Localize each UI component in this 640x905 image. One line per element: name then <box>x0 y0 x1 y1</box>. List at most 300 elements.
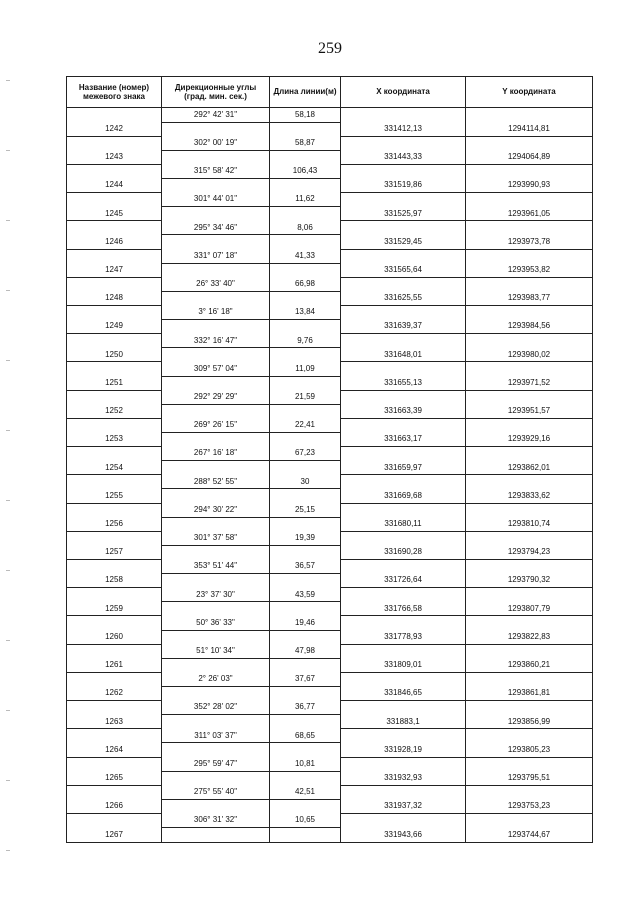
table-row <box>67 207 593 221</box>
y-coordinate-cell-empty <box>466 447 593 461</box>
y-coordinate-cell-empty <box>466 503 593 517</box>
x-coordinate-cell: 331663,17 <box>341 433 466 447</box>
line-length-cell: 25,15 <box>270 503 341 517</box>
y-coordinate-cell: 1293862,01 <box>466 461 593 475</box>
line-length-cell-empty <box>270 799 341 813</box>
x-coordinate-cell: 331529,45 <box>341 235 466 249</box>
y-coordinate-cell-empty <box>466 249 593 263</box>
line-length-cell-empty <box>270 771 341 785</box>
line-length-cell-empty <box>270 207 341 221</box>
line-length-cell: 41,33 <box>270 249 341 263</box>
mark-name-cell: 1264 <box>67 743 162 757</box>
y-coordinate-cell-empty <box>466 277 593 291</box>
y-coordinate-cell: 1293951,57 <box>466 404 593 418</box>
table-row <box>67 574 593 588</box>
table-row <box>67 404 593 418</box>
direction-angle-cell-empty <box>162 207 270 221</box>
direction-angle-cell: 302° 00' 19" <box>162 136 270 150</box>
y-coordinate-cell: 1293810,74 <box>466 517 593 531</box>
x-coordinate-cell-empty <box>341 390 466 404</box>
x-coordinate-cell-empty <box>341 672 466 686</box>
direction-angle-cell: 311° 03' 37" <box>162 729 270 743</box>
line-length-cell: 8,06 <box>270 221 341 235</box>
y-coordinate-cell: 1293790,32 <box>466 574 593 588</box>
x-coordinate-cell: 331883,1 <box>341 715 466 729</box>
line-length-cell: 11,09 <box>270 362 341 376</box>
line-length-cell: 19,46 <box>270 616 341 630</box>
line-length-cell-empty <box>270 433 341 447</box>
table-row <box>67 616 593 630</box>
direction-angle-cell: 294° 30' 22" <box>162 503 270 517</box>
table-row <box>67 503 593 517</box>
table-row <box>67 447 593 461</box>
line-length-cell: 19,39 <box>270 531 341 545</box>
table-row <box>67 193 593 207</box>
line-length-cell: 37,67 <box>270 672 341 686</box>
line-length-cell: 42,51 <box>270 785 341 799</box>
x-coordinate-cell-empty <box>341 418 466 432</box>
table-row <box>67 785 593 799</box>
x-coordinate-cell-empty <box>341 249 466 263</box>
y-coordinate-cell-empty <box>466 390 593 404</box>
mark-name-cell: 1251 <box>67 376 162 390</box>
direction-angle-cell-empty <box>162 179 270 193</box>
direction-angle-cell: 332° 16' 47" <box>162 334 270 348</box>
direction-angle-cell-empty <box>162 122 270 136</box>
mark-name-cell-empty <box>67 249 162 263</box>
line-length-cell-empty <box>270 743 341 757</box>
table-row <box>67 221 593 235</box>
direction-angle-cell: 353° 51' 44" <box>162 560 270 574</box>
line-length-cell-empty <box>270 235 341 249</box>
mark-name-cell-empty <box>67 729 162 743</box>
table-row <box>67 828 593 843</box>
table-header-row <box>67 77 593 108</box>
x-coordinate-cell-empty <box>341 277 466 291</box>
direction-angle-cell-empty <box>162 574 270 588</box>
y-coordinate-cell-empty <box>466 108 593 123</box>
y-coordinate-cell: 1293795,51 <box>466 771 593 785</box>
line-length-cell: 43,59 <box>270 588 341 602</box>
mark-name-cell-empty <box>67 560 162 574</box>
boundary-marks-table <box>66 76 593 843</box>
direction-angle-cell-empty <box>162 235 270 249</box>
y-coordinate-cell: 1293794,23 <box>466 545 593 559</box>
mark-name-cell-empty <box>67 136 162 150</box>
mark-name-cell: 1262 <box>67 686 162 700</box>
mark-name-cell: 1265 <box>67 771 162 785</box>
y-coordinate-cell: 1293856,99 <box>466 715 593 729</box>
direction-angle-cell: 352° 28' 02" <box>162 701 270 715</box>
direction-angle-cell-empty <box>162 658 270 672</box>
x-coordinate-cell-empty <box>341 221 466 235</box>
table-row <box>67 263 593 277</box>
line-length-cell: 13,84 <box>270 306 341 320</box>
mark-name-cell: 1257 <box>67 545 162 559</box>
y-coordinate-cell: 1293833,62 <box>466 489 593 503</box>
line-length-cell-empty <box>270 715 341 729</box>
direction-angle-cell-empty <box>162 320 270 334</box>
line-length-cell: 30 <box>270 475 341 489</box>
mark-name-cell: 1250 <box>67 348 162 362</box>
table-row <box>67 461 593 475</box>
x-coordinate-cell-empty <box>341 475 466 489</box>
table-row <box>67 235 593 249</box>
x-coordinate-cell: 331932,93 <box>341 771 466 785</box>
mark-name-cell-empty <box>67 334 162 348</box>
x-coordinate-cell: 331943,66 <box>341 828 466 843</box>
x-coordinate-cell: 331778,93 <box>341 630 466 644</box>
direction-angle-cell: 50° 36' 33" <box>162 616 270 630</box>
table-row <box>67 291 593 305</box>
direction-angle-cell-empty <box>162 376 270 390</box>
mark-name-cell: 1244 <box>67 179 162 193</box>
table-row <box>67 179 593 193</box>
line-length-cell: 10,65 <box>270 813 341 827</box>
y-coordinate-cell-empty <box>466 644 593 658</box>
y-coordinate-cell: 1293973,78 <box>466 235 593 249</box>
y-coordinate-cell: 1293984,56 <box>466 320 593 334</box>
table-row <box>67 376 593 390</box>
mark-name-cell: 1256 <box>67 517 162 531</box>
x-coordinate-cell: 331690,28 <box>341 545 466 559</box>
direction-angle-cell: 331° 07' 18" <box>162 249 270 263</box>
x-coordinate-cell: 331937,32 <box>341 799 466 813</box>
direction-angle-cell: 23° 37' 30" <box>162 588 270 602</box>
line-length-cell-empty <box>270 179 341 193</box>
line-length-cell-empty <box>270 574 341 588</box>
mark-name-cell-empty <box>67 475 162 489</box>
table-row <box>67 306 593 320</box>
direction-angle-cell: 292° 29' 29" <box>162 390 270 404</box>
direction-angle-cell: 315° 58' 42" <box>162 164 270 178</box>
direction-angle-cell-empty <box>162 743 270 757</box>
table-row <box>67 517 593 531</box>
mark-name-cell: 1255 <box>67 489 162 503</box>
table-row <box>67 164 593 178</box>
direction-angle-cell-empty <box>162 291 270 305</box>
mark-name-cell-empty <box>67 418 162 432</box>
mark-name-cell-empty <box>67 447 162 461</box>
direction-angle-cell-empty <box>162 799 270 813</box>
table-row <box>67 433 593 447</box>
direction-angle-cell-empty <box>162 686 270 700</box>
y-coordinate-cell: 1293971,52 <box>466 376 593 390</box>
y-coordinate-cell-empty <box>466 672 593 686</box>
x-coordinate-cell-empty <box>341 531 466 545</box>
table-row <box>67 390 593 404</box>
x-coordinate-cell-empty <box>341 193 466 207</box>
table-row <box>67 602 593 616</box>
mark-name-cell-empty <box>67 503 162 517</box>
y-coordinate-cell-empty <box>466 560 593 574</box>
line-length-cell: 10,81 <box>270 757 341 771</box>
line-length-cell-empty <box>270 545 341 559</box>
line-length-cell-empty <box>270 517 341 531</box>
direction-angle-cell-empty <box>162 263 270 277</box>
x-coordinate-cell-empty <box>341 813 466 827</box>
y-coordinate-cell-empty <box>466 813 593 827</box>
line-length-cell-empty <box>270 291 341 305</box>
mark-name-cell: 1258 <box>67 574 162 588</box>
y-coordinate-cell-empty <box>466 136 593 150</box>
mark-name-cell: 1259 <box>67 602 162 616</box>
table-row <box>67 136 593 150</box>
table-row <box>67 588 593 602</box>
direction-angle-cell: 309° 57' 04" <box>162 362 270 376</box>
y-coordinate-cell-empty <box>466 701 593 715</box>
line-length-cell: 21,59 <box>270 390 341 404</box>
x-coordinate-cell-empty <box>341 306 466 320</box>
table-row <box>67 545 593 559</box>
line-length-cell-empty <box>270 828 341 843</box>
mark-name-cell: 1248 <box>67 291 162 305</box>
x-coordinate-cell-empty <box>341 588 466 602</box>
line-length-cell-empty <box>270 320 341 334</box>
line-length-cell-empty <box>270 461 341 475</box>
line-length-cell: 66,98 <box>270 277 341 291</box>
direction-angle-cell: 26° 33' 40" <box>162 277 270 291</box>
x-coordinate-cell: 331680,11 <box>341 517 466 531</box>
table-row <box>67 150 593 164</box>
table-row <box>67 672 593 686</box>
table-row <box>67 560 593 574</box>
y-coordinate-cell-empty <box>466 729 593 743</box>
x-coordinate-cell: 331519,86 <box>341 179 466 193</box>
direction-angle-cell: 288° 52' 55" <box>162 475 270 489</box>
y-coordinate-cell-empty <box>466 334 593 348</box>
table-row <box>67 757 593 771</box>
x-coordinate-cell: 331928,19 <box>341 743 466 757</box>
direction-angle-cell-empty <box>162 489 270 503</box>
line-length-cell-empty <box>270 376 341 390</box>
mark-name-cell: 1263 <box>67 715 162 729</box>
table-row <box>67 475 593 489</box>
y-coordinate-cell-empty <box>466 193 593 207</box>
direction-angle-cell: 306° 31' 32" <box>162 813 270 827</box>
x-coordinate-cell: 331412,13 <box>341 122 466 136</box>
mark-name-cell-empty <box>67 164 162 178</box>
mark-name-cell-empty <box>67 277 162 291</box>
line-length-cell: 22,41 <box>270 418 341 432</box>
y-coordinate-cell: 1294064,89 <box>466 150 593 164</box>
direction-angle-cell: 301° 37' 58" <box>162 531 270 545</box>
y-coordinate-cell-empty <box>466 588 593 602</box>
scan-margin-marks <box>6 80 10 900</box>
x-coordinate-cell: 331809,01 <box>341 658 466 672</box>
header-mark-name: Название (номер) межевого знака <box>67 77 162 108</box>
y-coordinate-cell: 1293822,83 <box>466 630 593 644</box>
table-row <box>67 686 593 700</box>
line-length-cell: 58,18 <box>270 108 341 123</box>
table-row <box>67 531 593 545</box>
mark-name-cell: 1245 <box>67 207 162 221</box>
line-length-cell: 36,57 <box>270 560 341 574</box>
mark-name-cell: 1260 <box>67 630 162 644</box>
y-coordinate-cell-empty <box>466 531 593 545</box>
direction-angle-cell: 269° 26' 15" <box>162 418 270 432</box>
header-direction-angle: Дирекционные углы (град. мин. сек.) <box>162 77 270 108</box>
direction-angle-cell: 3° 16' 18" <box>162 306 270 320</box>
line-length-cell: 47,98 <box>270 644 341 658</box>
line-length-cell-empty <box>270 602 341 616</box>
y-coordinate-cell-empty <box>466 164 593 178</box>
y-coordinate-cell: 1293744,67 <box>466 828 593 843</box>
mark-name-cell-empty <box>67 644 162 658</box>
table-row <box>67 813 593 827</box>
table-row <box>67 630 593 644</box>
mark-name-cell-empty <box>67 362 162 376</box>
direction-angle-cell-empty <box>162 545 270 559</box>
mark-name-cell-empty <box>67 193 162 207</box>
table-row <box>67 743 593 757</box>
table-row <box>67 362 593 376</box>
direction-angle-cell: 2° 26' 03" <box>162 672 270 686</box>
table-row <box>67 715 593 729</box>
x-coordinate-cell: 331766,58 <box>341 602 466 616</box>
mark-name-cell-empty <box>67 108 162 123</box>
header-x-coordinate: X координата <box>341 77 466 108</box>
mark-name-cell-empty <box>67 757 162 771</box>
line-length-cell-empty <box>270 658 341 672</box>
mark-name-cell: 1254 <box>67 461 162 475</box>
mark-name-cell-empty <box>67 531 162 545</box>
direction-angle-cell: 51° 10' 34" <box>162 644 270 658</box>
direction-angle-cell: 301° 44' 01" <box>162 193 270 207</box>
table-row <box>67 799 593 813</box>
x-coordinate-cell-empty <box>341 560 466 574</box>
y-coordinate-cell: 1294114,81 <box>466 122 593 136</box>
table-row <box>67 489 593 503</box>
table-row <box>67 320 593 334</box>
x-coordinate-cell-empty <box>341 757 466 771</box>
line-length-cell-empty <box>270 404 341 418</box>
table-row <box>67 658 593 672</box>
y-coordinate-cell-empty <box>466 221 593 235</box>
y-coordinate-cell: 1293753,23 <box>466 799 593 813</box>
table-body <box>67 108 593 843</box>
y-coordinate-cell-empty <box>466 785 593 799</box>
y-coordinate-cell: 1293805,23 <box>466 743 593 757</box>
direction-angle-cell: 267° 16' 18" <box>162 447 270 461</box>
x-coordinate-cell-empty <box>341 644 466 658</box>
x-coordinate-cell: 331846,65 <box>341 686 466 700</box>
x-coordinate-cell: 331648,01 <box>341 348 466 362</box>
direction-angle-cell-empty <box>162 771 270 785</box>
direction-angle-cell-empty <box>162 150 270 164</box>
x-coordinate-cell-empty <box>341 503 466 517</box>
line-length-cell: 67,23 <box>270 447 341 461</box>
table-row <box>67 249 593 263</box>
x-coordinate-cell-empty <box>341 701 466 715</box>
mark-name-cell: 1246 <box>67 235 162 249</box>
direction-angle-cell: 295° 59' 47" <box>162 757 270 771</box>
x-coordinate-cell: 331726,64 <box>341 574 466 588</box>
header-line-length: Длина линии(м) <box>270 77 341 108</box>
mark-name-cell-empty <box>67 306 162 320</box>
y-coordinate-cell-empty <box>466 306 593 320</box>
line-length-cell-empty <box>270 348 341 362</box>
table-row <box>67 348 593 362</box>
x-coordinate-cell: 331525,97 <box>341 207 466 221</box>
x-coordinate-cell: 331443,33 <box>341 150 466 164</box>
mark-name-cell: 1267 <box>67 828 162 843</box>
x-coordinate-cell: 331663,39 <box>341 404 466 418</box>
line-length-cell: 106,43 <box>270 164 341 178</box>
table-row <box>67 771 593 785</box>
direction-angle-cell-empty <box>162 348 270 362</box>
direction-angle-cell: 295° 34' 46" <box>162 221 270 235</box>
line-length-cell-empty <box>270 150 341 164</box>
mark-name-cell: 1253 <box>67 433 162 447</box>
direction-angle-cell-empty <box>162 461 270 475</box>
line-length-cell: 68,65 <box>270 729 341 743</box>
mark-name-cell-empty <box>67 588 162 602</box>
table-row <box>67 122 593 136</box>
y-coordinate-cell: 1293929,16 <box>466 433 593 447</box>
mark-name-cell: 1242 <box>67 122 162 136</box>
direction-angle-cell-empty <box>162 715 270 729</box>
mark-name-cell: 1249 <box>67 320 162 334</box>
table-row <box>67 334 593 348</box>
x-coordinate-cell: 331565,64 <box>341 263 466 277</box>
direction-angle-cell: 275° 55' 40" <box>162 785 270 799</box>
y-coordinate-cell-empty <box>466 475 593 489</box>
x-coordinate-cell-empty <box>341 334 466 348</box>
y-coordinate-cell: 1293860,21 <box>466 658 593 672</box>
mark-name-cell-empty <box>67 672 162 686</box>
table-row <box>67 701 593 715</box>
x-coordinate-cell-empty <box>341 164 466 178</box>
direction-angle-cell-empty <box>162 828 270 843</box>
header-y-coordinate: Y координата <box>466 77 593 108</box>
x-coordinate-cell-empty <box>341 136 466 150</box>
line-length-cell-empty <box>270 122 341 136</box>
x-coordinate-cell-empty <box>341 362 466 376</box>
x-coordinate-cell: 331655,13 <box>341 376 466 390</box>
table-row <box>67 277 593 291</box>
y-coordinate-cell: 1293983,77 <box>466 291 593 305</box>
x-coordinate-cell-empty <box>341 108 466 123</box>
line-length-cell-empty <box>270 263 341 277</box>
y-coordinate-cell-empty <box>466 757 593 771</box>
direction-angle-cell-empty <box>162 517 270 531</box>
table-row <box>67 644 593 658</box>
y-coordinate-cell: 1293807,79 <box>466 602 593 616</box>
y-coordinate-cell-empty <box>466 362 593 376</box>
mark-name-cell-empty <box>67 390 162 404</box>
y-coordinate-cell-empty <box>466 616 593 630</box>
y-coordinate-cell: 1293961,05 <box>466 207 593 221</box>
line-length-cell-empty <box>270 686 341 700</box>
table-row <box>67 729 593 743</box>
mark-name-cell-empty <box>67 221 162 235</box>
x-coordinate-cell: 331669,68 <box>341 489 466 503</box>
line-length-cell-empty <box>270 630 341 644</box>
line-length-cell: 36,77 <box>270 701 341 715</box>
page-number: 259 <box>318 40 342 57</box>
line-length-cell-empty <box>270 489 341 503</box>
y-coordinate-cell: 1293980,02 <box>466 348 593 362</box>
mark-name-cell: 1266 <box>67 799 162 813</box>
x-coordinate-cell-empty <box>341 447 466 461</box>
mark-name-cell-empty <box>67 616 162 630</box>
direction-angle-cell-empty <box>162 404 270 418</box>
mark-name-cell-empty <box>67 785 162 799</box>
mark-name-cell: 1243 <box>67 150 162 164</box>
y-coordinate-cell: 1293990,93 <box>466 179 593 193</box>
x-coordinate-cell: 331639,37 <box>341 320 466 334</box>
